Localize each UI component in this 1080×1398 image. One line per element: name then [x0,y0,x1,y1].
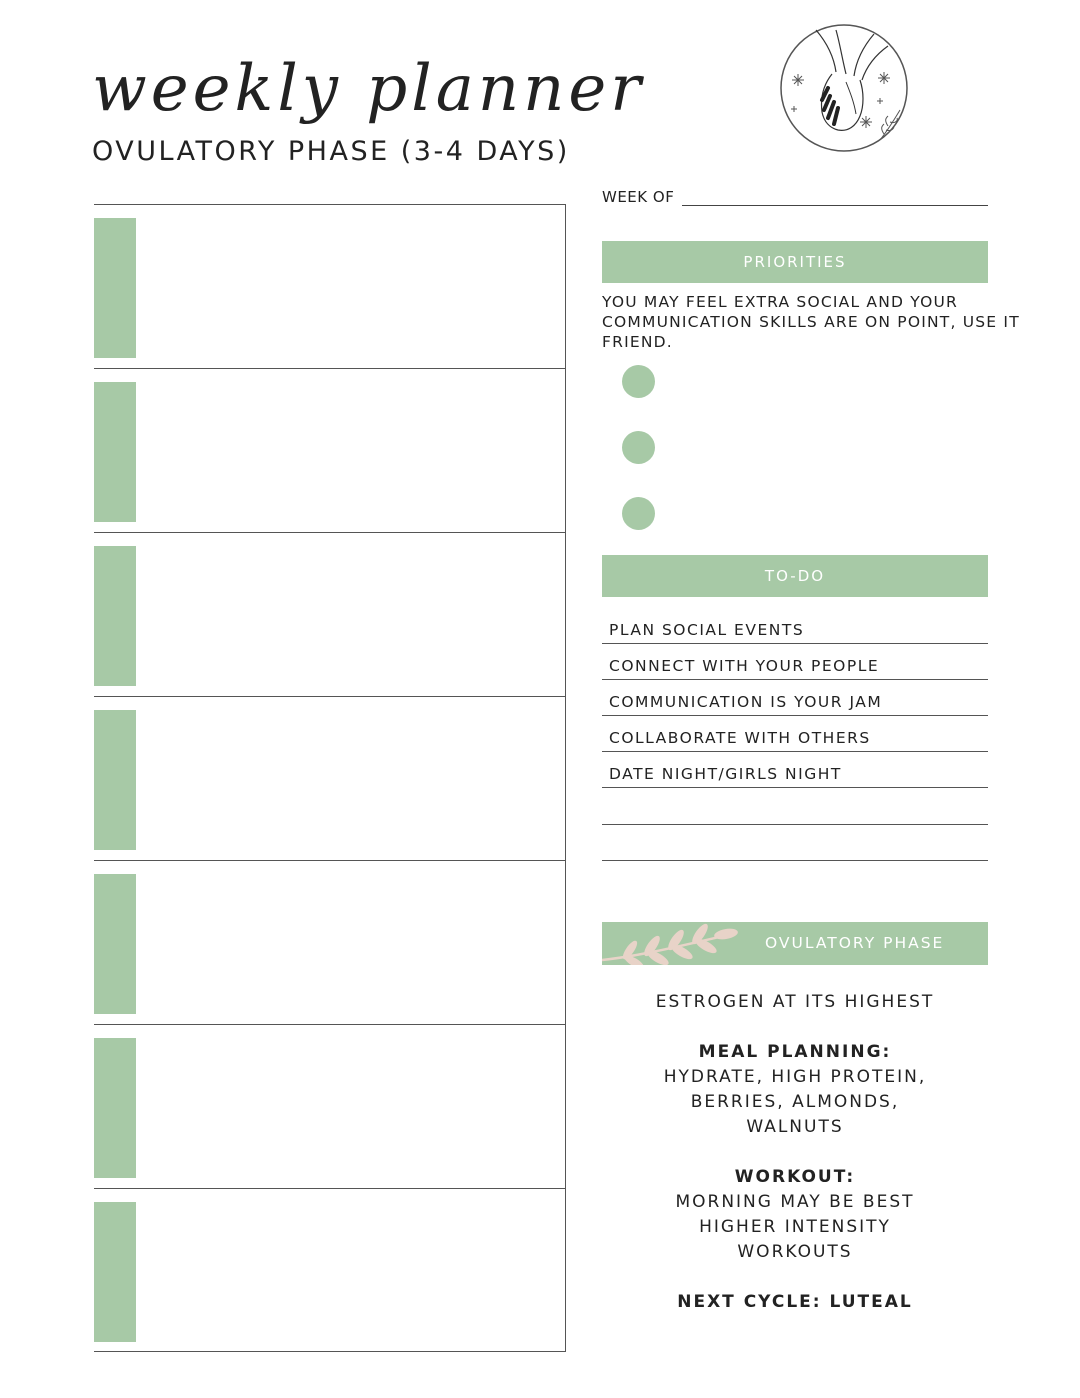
todo-item[interactable] [602,608,988,644]
holding-hands-circle-icon [776,22,912,156]
day-row[interactable] [94,368,566,532]
day-row[interactable] [94,204,566,368]
todo-header: TO-DO [602,555,988,597]
todo-item-label: DATE NIGHT/GIRLS NIGHT [609,765,842,783]
day-bar [94,874,136,1014]
todo-item[interactable] [602,825,988,861]
day-bar [94,382,136,522]
todo-item-label: COLLABORATE WITH OTHERS [609,729,871,747]
day-bar [94,546,136,686]
todo-item[interactable] [602,789,988,825]
script-title-text: weekly planner [92,52,645,126]
leaf-sprig-icon [602,922,740,965]
script-title [88,40,648,150]
next-cycle-text: NEXT CYCLE: LUTEAL [677,1292,913,1312]
day-bar [94,218,136,358]
todo-item-label: COMMUNICATION IS YOUR JAM [609,693,883,711]
day-row[interactable] [94,860,566,1024]
day-rows [94,204,566,1352]
page-subtitle: OVULATORY PHASE (3-4 DAYS) [92,136,570,167]
week-of-label: WEEK OF [602,188,675,206]
estrogen-text: ESTROGEN AT ITS HIGHEST [655,992,935,1012]
workout-line: MORNING MAY BE BEST [675,1192,915,1212]
meal-line: WALNUTS [746,1117,844,1137]
todo-item[interactable] [602,752,988,788]
script-title-art [88,40,648,150]
day-row[interactable] [94,1188,566,1352]
priorities-header: PRIORITIES [602,241,988,283]
priority-bullet[interactable] [622,365,655,398]
priorities-text: YOU MAY FEEL EXTRA SOCIAL AND YOUR COMMUNICATION SKILLS ARE ON POINT, USE IT FRIEND. [602,293,1020,351]
week-of-field[interactable] [682,205,988,206]
day-bar [94,1202,136,1342]
todo-item-label: PLAN SOCIAL EVENTS [609,621,805,639]
todo-item[interactable] [602,644,988,680]
todo-item[interactable] [602,680,988,716]
workout-line: HIGHER INTENSITY [699,1217,891,1237]
day-row[interactable] [94,1024,566,1188]
day-bar [94,710,136,850]
day-row[interactable] [94,696,566,860]
phase-header-label: OVULATORY PHASE [765,934,945,952]
day-row[interactable] [94,532,566,696]
priority-bullet[interactable] [622,431,655,464]
workout-label: WORKOUT: [734,1167,856,1187]
phase-info [602,990,988,1315]
todo-item[interactable] [602,716,988,752]
todo-item-label: CONNECT WITH YOUR PEOPLE [609,657,880,675]
priority-bullet[interactable] [622,497,655,530]
meal-planning-label: MEAL PLANNING: [698,1042,892,1062]
workout-line: WORKOUTS [737,1242,853,1262]
meal-line: BERRIES, ALMONDS, [690,1092,900,1112]
phase-header [602,922,988,965]
meal-line: HYDRATE, HIGH PROTEIN, [663,1067,927,1087]
day-bar [94,1038,136,1178]
